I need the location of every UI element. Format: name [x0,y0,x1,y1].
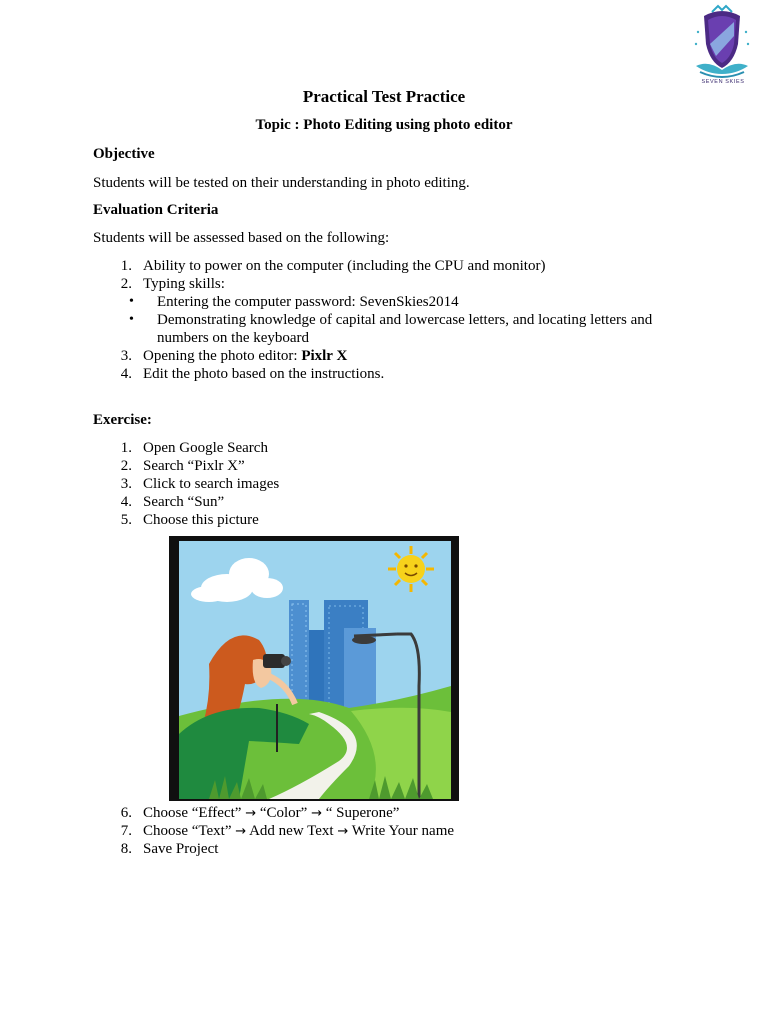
logo-wordmark: SEVEN SKIES [701,79,745,85]
topic-heading: Topic : Photo Editing using photo editor [255,117,513,133]
list-item: Edit the photo based on the instructions. [143,366,385,382]
step-number: 2. [120,458,132,474]
step-text: Add new Text [246,823,338,839]
bullet-item: Demonstrating knowledge of capital and lowercase letters, and locating letters and [157,312,653,328]
step-number: 7. [120,823,132,839]
arrow-right-icon: → [245,806,257,821]
bullet-item: Entering the computer password: SevenSkies2014 [157,294,459,310]
page-title: Practical Test Practice [302,87,466,106]
list-number: 2. [120,276,132,292]
evaluation-intro: Students will be assessed based on the following: [93,230,390,246]
evaluation-heading: Evaluation Criteria [93,202,219,218]
step-item: Search “Pixlr X” [143,458,245,474]
step-item [143,804,399,823]
list-item [143,347,347,365]
sun-city-illustration [169,536,459,801]
step-number: 1. [120,440,132,456]
step-item: Click to search images [143,476,280,492]
step-item: Search “Sun” [143,494,225,510]
list-item-text: Opening the photo editor: [143,348,302,364]
list-item: Ability to power on the computer (including the CPU and monitor) [143,258,546,274]
step-item: Save Project [143,841,219,857]
step-text: “Color” [256,805,312,821]
step-number: 5. [120,512,132,528]
step-item [143,822,454,841]
list-item: Typing skills: [143,276,225,292]
step-text: Write Your name [348,823,455,839]
arrow-right-icon: → [235,824,247,839]
step-text: “ Superone” [321,805,400,821]
step-number: 3. [120,476,132,492]
exercise-heading: Exercise: [93,412,152,428]
editor-name: Pixlr X [301,348,348,364]
arrow-right-icon: → [311,806,322,821]
arrow-right-icon: → [337,824,349,839]
step-item: Choose this picture [143,512,259,528]
step-text: Choose “Text” [143,823,236,839]
objective-text: Students will be tested on their understanding in photo editing. [93,175,470,191]
step-number: 4. [120,494,132,510]
step-item: Open Google Search [143,440,268,456]
list-number: 4. [120,366,132,382]
step-number: 8. [120,841,132,857]
list-number: 1. [120,258,132,274]
step-text: Choose “Effect” [143,805,246,821]
step-number: 6. [120,805,132,821]
bullet-icon: • [129,312,134,327]
list-number: 3. [120,348,132,364]
objective-heading: Objective [93,146,155,162]
bullet-item-continued: numbers on the keyboard [157,330,310,346]
bullet-icon: • [129,294,134,309]
school-logo [690,4,754,90]
